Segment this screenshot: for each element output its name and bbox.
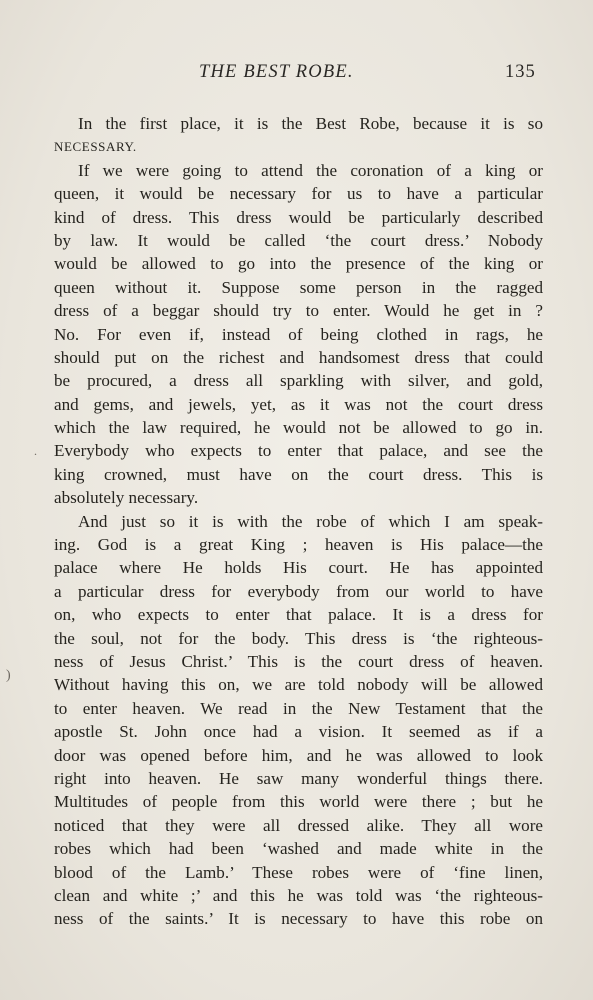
- text-line: palace where He holds His court. He has appointed: [54, 558, 543, 578]
- text-line: No. For even if, instead of being clothed in rags, he: [54, 324, 543, 344]
- print-speck: ): [6, 668, 11, 683]
- body-text: [54, 112, 543, 931]
- text-line: by law. It would be called ‘the court dress.’ Nobody: [54, 230, 543, 250]
- text-line: noticed that they were all dressed alike. They all wore: [54, 815, 543, 835]
- text-line: a particular dress for everybody from our world to have: [54, 581, 543, 601]
- text-line: dress of a beggar should try to enter. Would he get in ?: [54, 301, 543, 321]
- text-line: and gems, and jewels, yet, as it was not the court dress: [54, 394, 543, 414]
- running-head-title: THE BEST ROBE.: [199, 62, 354, 82]
- text-line: ing. God is a great King ; heaven is His palace—the: [54, 535, 543, 555]
- running-head: [0, 62, 593, 86]
- text-line: And just so it is with the robe of which I am speak-: [78, 511, 543, 531]
- text-line: If we were going to attend the coronation of a king or: [78, 160, 543, 180]
- page-number: 135: [505, 62, 536, 82]
- text-line: absolutely necessary.: [54, 488, 199, 508]
- text-line: apostle St. John once had a vision. It seemed as if a: [54, 722, 543, 742]
- print-speck: .: [34, 444, 37, 458]
- text-line: to enter heaven. We read in the New Testament that the: [54, 698, 543, 718]
- text-line: queen without it. Suppose some person in the ragged: [54, 277, 543, 297]
- text-line: NECESSARY.: [54, 139, 137, 155]
- text-line: the soul, not for the body. This dress is ‘the righteous-: [54, 628, 543, 648]
- text-line: on, who expects to enter that palace. It is a dress for: [54, 605, 543, 625]
- text-line: king crowned, must have on the court dress. This is: [54, 464, 543, 484]
- text-line: would be allowed to go into the presence of the king or: [54, 254, 543, 274]
- text-line: right into heaven. He saw many wonderful things there.: [54, 768, 543, 788]
- text-line: blood of the Lamb.’ These robes were of ‘fine linen,: [54, 862, 543, 882]
- text-line: queen, it would be necessary for us to have a particular: [54, 184, 543, 204]
- text-line: door was opened before him, and he was allowed to look: [54, 745, 543, 765]
- text-line: should put on the richest and handsomest dress that could: [54, 347, 543, 367]
- text-line: Without having this on, we are told nobody will be allowed: [54, 675, 543, 695]
- text-line: kind of dress. This dress would be particularly described: [54, 207, 543, 227]
- text-line: ness of the saints.’ It is necessary to have this robe on: [54, 909, 543, 929]
- text-line: In the first place, it is the Best Robe, because it is so: [78, 114, 543, 133]
- text-line: Everybody who expects to enter that palace, and see the: [54, 441, 543, 461]
- text-line: be procured, a dress all sparkling with silver, and gold,: [54, 371, 543, 391]
- text-line: clean and white ;’ and this he was told was ‘the righteous-: [54, 885, 543, 905]
- text-line: which the law required, he would not be allowed to go in.: [54, 418, 543, 438]
- text-line: robes which had been ‘washed and made white in the: [54, 839, 543, 859]
- text-line: ness of Jesus Christ.’ This is the court dress of heaven.: [54, 651, 543, 671]
- text-line: Multitudes of people from this world were there ; but he: [54, 792, 543, 812]
